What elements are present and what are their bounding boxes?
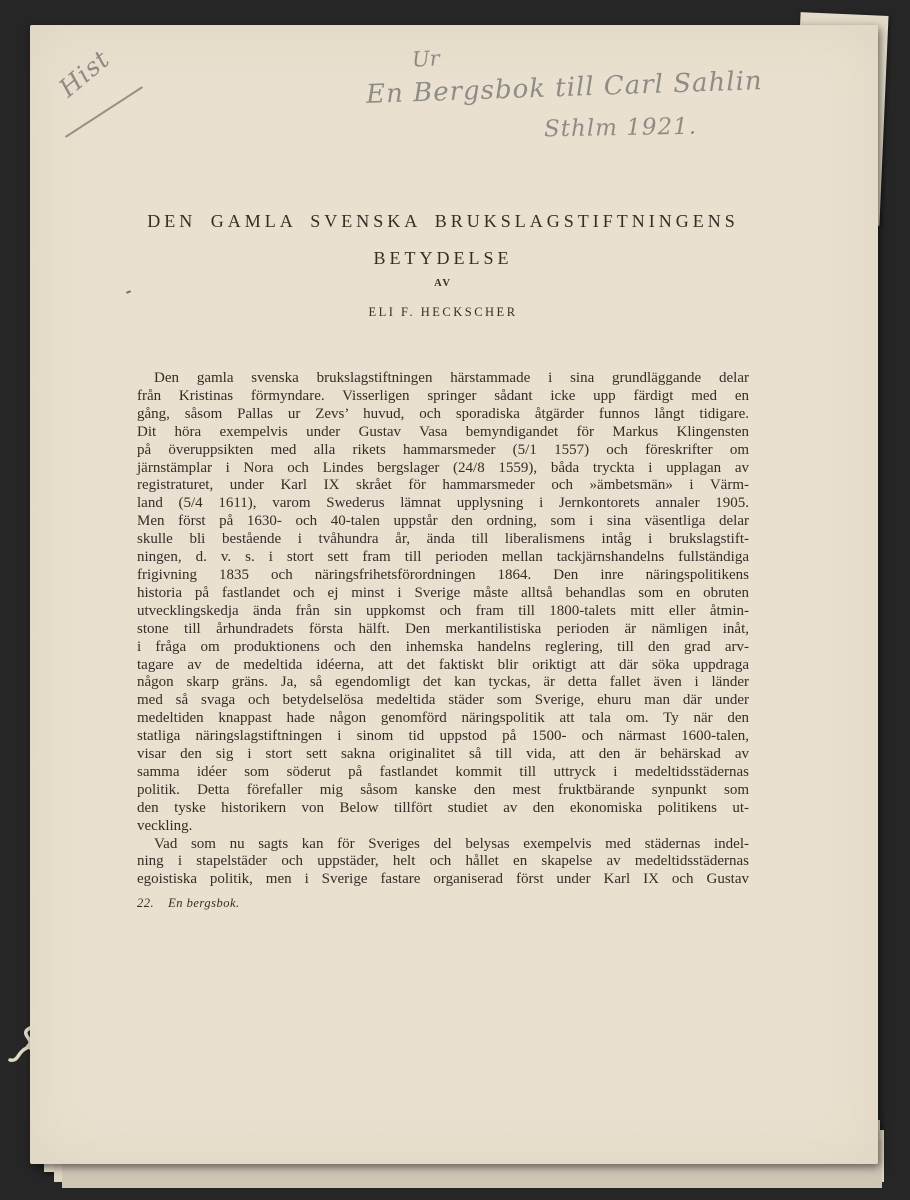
text-line: Vad som nu sagts kan för Sveriges del belysas exempelvis med städernas indel- bbox=[154, 835, 749, 852]
text-line: statliga näringslagstiftningen i sinom tid uppstod på 1500- och närmast 1600-talen, bbox=[137, 728, 749, 745]
signature-number: 22. bbox=[137, 896, 155, 910]
text-line: medeltiden knappast hade någon genomförd näringspolitik att tala om. Ty när den bbox=[137, 710, 749, 727]
text-line: Men först på 1630- och 40-talen uppstår den ordning, som i sina väsentliga delar bbox=[137, 513, 749, 530]
text-line: med så svaga och betydelselösa medeltida städer som Sverige, ehuru man där under bbox=[137, 692, 749, 709]
scanned-page bbox=[30, 25, 878, 1164]
body-text bbox=[137, 370, 749, 889]
text-line: utvecklingskedja ända från sin uppkomst och fram till 1800-talets mitt eller åtmin- bbox=[137, 602, 749, 619]
text-line: den tyske historikern von Below tillfört studiet av den ekonomiska politikens ut- bbox=[137, 799, 749, 816]
text-line: tagare av de medeltida idéerna, att det faktiskt blir oriktigt att där söka uppdraga bbox=[137, 656, 749, 673]
handwritten-dedication-line1: En Bergsbok till Carl Sahlin bbox=[365, 66, 764, 110]
text-line: egoistiska politik, men i Sverige fastare organiserad först under Karl IX och Gustav bbox=[137, 871, 749, 888]
handwritten-dedication-line2: Sthlm 1921. bbox=[543, 113, 698, 143]
text-line: ning i stapelstäder och uppstäder, helt och hållet en skapelse av medeltidsstädernas bbox=[137, 853, 749, 870]
handwritten-note-ur: Ur bbox=[411, 46, 441, 72]
text-line: frigivning 1835 och näringsfrihetsförordningen 1864. Den inre näringspolitikens bbox=[137, 566, 749, 583]
text-line: Dit höra exempelvis under Gustav Vasa bemyndigandet för Markus Klingensten bbox=[137, 423, 749, 440]
text-line: på överuppsikten med alla rikets hammarsmeder (5/1 1557) och föreskrifter om bbox=[137, 441, 749, 458]
author-name: ELI F. HECKSCHER bbox=[368, 305, 518, 319]
handwritten-note-hist: Hist bbox=[53, 44, 116, 103]
byline-av: AV bbox=[434, 278, 452, 289]
text-line: järnstämplar i Nora och Lindes bergslager (24/8 1559), båda tryckta i upplagan av bbox=[137, 459, 749, 476]
text-line: registraturet, under Karl IX skrået för hammarsmeder och »ämbetsmän» i Värm- bbox=[137, 477, 749, 494]
text-line: land (5/4 1611), varom Swederus lämnat upplysning i Jernkontorets annaler 1905. bbox=[137, 495, 749, 512]
article-title-line2: BETYDELSE bbox=[373, 248, 513, 268]
text-line: stone till århundradets första hälft. Den merkantilistiska perioden är nämligen inåt, bbox=[137, 620, 749, 637]
signature-title: En bergsbok. bbox=[168, 896, 240, 910]
text-line: samma idéer som söderut på fastlandet kommit till uttryck i medeltidsstädernas bbox=[137, 763, 749, 780]
text-line: ningen, d. v. s. i stort sett fram till perioden mellan tackjärnshandelns fullständiga bbox=[137, 549, 749, 566]
text-line: Den gamla svenska brukslagstiftningen härstammade i sina grundläggande delar bbox=[154, 370, 749, 386]
text-line: visar den sig i stort sett sakna originalitet så till vida, att den är behärskad av bbox=[137, 746, 749, 763]
text-line: gång, såsom Pallas ur Zevs’ huvud, och sporadiska åtgärder funnos långt tidigare. bbox=[137, 405, 749, 422]
signature-footer bbox=[137, 896, 749, 911]
text-line: historia på fastlandet och ej minst i Sverige måste alltså behandlas som en obruten bbox=[137, 584, 749, 601]
text-line: veckling. bbox=[137, 817, 193, 834]
ink-speck bbox=[126, 290, 131, 294]
text-line: politik. Detta förefaller mig såsom kanske den mest fruktbärande synpunkt som bbox=[137, 781, 749, 798]
text-line: någon skarp gräns. Ja, så egendomligt det kan tyckas, är detta fallet även i länder bbox=[137, 674, 749, 691]
text-line: från Kristinas förmyndare. Visserligen springer sådant icke upp färdigt med en bbox=[137, 387, 749, 404]
text-line: skulle bli bestående i tvåhundra år, ända till liberalismens intåg i brukslagstift- bbox=[137, 531, 749, 548]
text-line: i fråga om produktionens och den inhemska handelns reglering, till den grad arv- bbox=[137, 638, 749, 655]
article-title-line1: DEN GAMLA SVENSKA BRUKSLAGSTIFTNINGENS bbox=[147, 211, 739, 231]
